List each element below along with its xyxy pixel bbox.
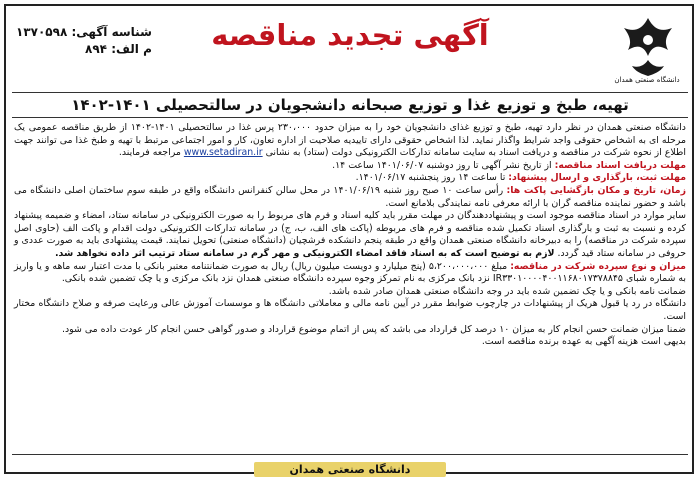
notice-header xyxy=(8,6,692,92)
deposit-label: میزان و نوع سپرده شرکت در مناقصه: xyxy=(510,260,686,272)
logo-caption: دانشگاه صنعتی همدان xyxy=(614,76,680,84)
cost-paragraph: بدیهی است هزینه آگهی به عهده برنده مناقصه است. xyxy=(481,336,686,348)
instructions-text: سایر موارد در اسناد مناقصه موجود است و پیشنهاددهندگان در مهلت مقرر باید کلیه اسناد و فرم های مربوط را به صورت الکترونیکی در سامانه ستاد، امضاء و ضمیمه پیشنهاد کرده و نسبت به ثبت و بارگذاری اسناد تکمیل شده مناقصه و فرم های مربوطه (پاکت های الف، ب، ج) در سامانه تدارکات الکترونیکی دولت اقدام و پاکت الف (حاوی اصل سپرده شرکت در مناقصه) را به دبیرخانه دانشگاه صنعتی همدان واقع در طبقه پنجم دانشکده فرشچیان (دانشگاه صنعتی) تحویل نمایند. قیمت پیشنهادی باید به صورت عددی و حروفی در سامانه ستاد قید گردد. xyxy=(14,210,686,259)
notice-subtitle: تهیه، طبخ و توزیع غذا و توزیع صبحانه دانشجویان در سالتحصیلی ۱۴۰۱-۱۴۰۲ xyxy=(12,92,688,118)
notice-title: آگهی تجدید مناقصه xyxy=(211,18,489,52)
deposit-text: مبلغ ۵،۲۰۰،۰۰۰،۰۰۰ (پنج میلیارد و دویست میلیون ریال) ریال به صورت ضمانتنامه معتبر بانکی با مدت اعتبار سه ماهه و یا واریز به شماره شبای IR۳۳۰۱۰۰۰۰۴۰۰۱۱۶۸۰۱۷۳۷۸۸۴۵ نزد بانک مرکزی به نام تمرکز وجوه سپرده دانشگاه صنعتی همدان نزد بانک مرکزی و یا چک تضمین شده بانکی. xyxy=(14,260,686,285)
deadline-submission-label: مهلت ثبت، بارگذاری و ارسال پیشنهاد: xyxy=(508,172,686,184)
serial-id: شناسه آگهی: ۱۳۷۰۵۹۸ xyxy=(16,25,152,39)
footer-divider xyxy=(12,454,688,455)
intro-text: دانشگاه صنعتی همدان در نظر دارد تهیه، طبخ و توزیع غذای دانشجویان خود را به میزان حدود ۲۳۰،۰۰۰ پرس غذا در سالتحصیلی ۱۴۰۱-۱۴۰۲ از طریق مناقصه عمومی یک مرحله ای به اشخاص حقوقی واجد شرایط واگذار نماید. لذا اشخاص حقوقی دارای تاییدیه صلاحیت از اداره تعاون، کار و امور اجتماعی مرتبط با تهیه و طبخ غذا می توانند جهت اطلاع از نحوه شرکت در مناقصه و دریافت اسناد به سایت سامانه تدارکات الکترونیکی دولت (ستاد) به نشانی xyxy=(14,122,686,159)
deadline-documents-text: از تاریخ نشر آگهی تا روز دوشنبه ۱۴۰۱/۰۶/۰۷ ساعت ۱۴. xyxy=(332,159,552,171)
instructions-warning: لازم به توضیح است که به اسناد فاقد امضاء الکترونیکی و مهر گرم در سامانه ستاد ترتیب اثر داده نخواهد شد. xyxy=(54,247,555,259)
serial-ref: م الف: ۸۹۴ xyxy=(85,42,152,56)
opening-session-label: زمان، تاریخ و مکان بازگشایی پاکت ها: xyxy=(506,184,686,196)
notice-serial xyxy=(16,24,152,58)
setad-link[interactable]: www.setadiran.ir xyxy=(183,147,263,159)
performance-paragraph: ضمنا میزان ضمانت حسن انجام کار به میزان ۱۰ درصد کل قرارداد می باشد که پس از اتمام موضوع قرارداد و صدور گواهی حسن انجام کار عودت داده می شود. xyxy=(61,323,686,335)
deadline-submission-text: تا ساعت ۱۴ روز پنجشنبه ۱۴۰۱/۰۶/۱۷. xyxy=(355,172,506,184)
opening-session-text: رأس ساعت ۱۰ صبح روز شنبه ۱۴۰۱/۰۶/۱۹ در محل سالن کنفرانس دانشگاه واقع در طبقه سوم ساختمان اصلی دانشگاه می باشد و حضور نماینده مناقصه گران با ارائه معرفی نامه نمایندگی بلامانع است. xyxy=(14,184,686,209)
notice-footer xyxy=(0,458,700,477)
intro-end: مراجعه فرمایند. xyxy=(118,147,181,159)
guarantee-paragraph: ضمانت نامه بانکی و یا چک تضمین شده باید در وجه دانشگاه صنعتی همدان صادر شده باشد. xyxy=(328,285,686,297)
rights-paragraph: دانشگاه در رد یا قبول هریک از پیشنهادات در چارچوب ضوابط مقرر در آیین نامه مالی و معاملاتی دانشگاه ها و موسسات آموزش عالی ورعایت صرفه و صلاح دانشگاه مختار است. xyxy=(14,298,686,322)
footer-label: دانشگاه صنعتی همدان xyxy=(254,462,447,477)
deadline-documents-label: مهلت دریافت اسناد مناقصه: xyxy=(554,159,686,171)
